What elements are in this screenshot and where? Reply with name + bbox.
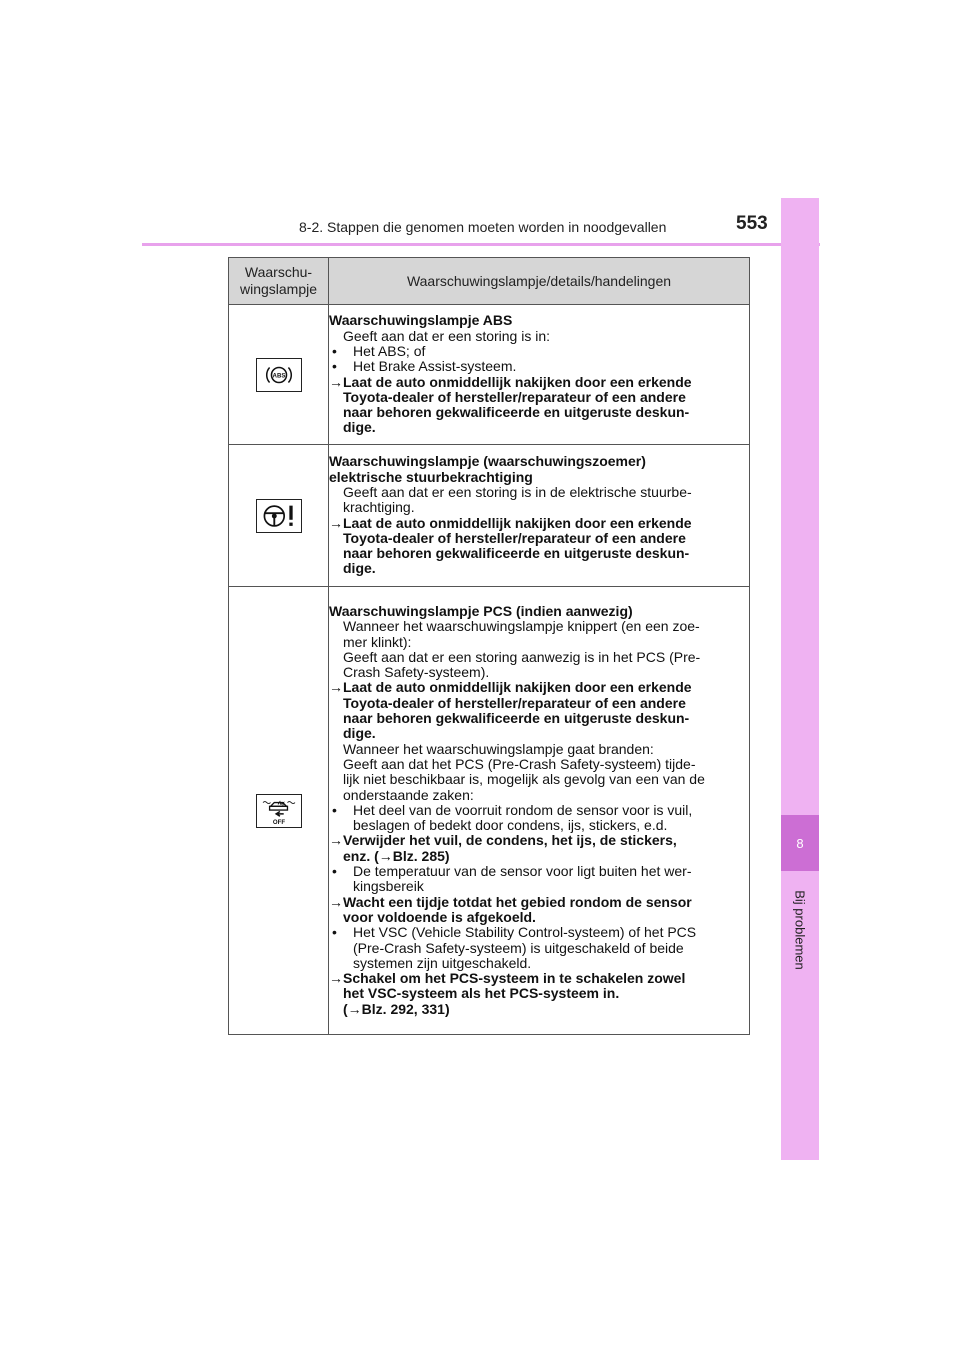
action-instruction: [329, 971, 749, 1017]
page-reference-link[interactable]: Blz. 292, 331): [361, 1000, 450, 1017]
bullet-text: (Pre-Crash Safety-systeem) is uitgeschakeld of beide: [353, 939, 684, 956]
action-instruction: [329, 895, 749, 926]
icon-cell: [229, 445, 329, 587]
table-row: [229, 305, 750, 445]
table-header-row: [229, 258, 750, 305]
bullet-text: Het ABS; of: [353, 342, 426, 359]
paragraph-line: Geeft aan dat het PCS (Pre-Crash Safety-systeem) tijde-: [343, 755, 696, 772]
bullet-text: systemen zijn uitgeschakeld.: [353, 954, 532, 971]
paragraph-line: Crash Safety-systeem).: [343, 664, 490, 681]
action-line: Laat de auto onmiddellijk nakijken door een erkende: [343, 679, 692, 696]
bullet: •: [332, 924, 337, 941]
paragraph-line: Wanneer het waarschuwingslampje knippert (en een zoe-: [343, 618, 700, 635]
icon-cell: [229, 587, 329, 1035]
lamp-title: Waarschuwingslampje ABS: [329, 312, 513, 329]
arrow-icon: →: [329, 970, 343, 987]
lamp-title: Waarschuwingslampje PCS (indien aanwezig): [329, 602, 633, 619]
action-line: [343, 849, 749, 864]
action-line: Wacht een tijdje totdat het gebied rondom de sensor: [343, 893, 692, 910]
chapter-number: 8: [781, 815, 819, 871]
chapter-side-tab: [781, 198, 819, 1160]
action-line: Toyota-dealer of hersteller/reparateur of een andere: [343, 694, 686, 711]
list-item: [329, 344, 749, 359]
details-cell: [329, 587, 750, 1035]
intro-text: krachtiging.: [343, 499, 415, 516]
col-header-details: Waarschuwingslampje/details/handelingen: [329, 258, 750, 305]
bullet: •: [332, 358, 337, 375]
paragraph-line: mer klinkt):: [343, 633, 412, 650]
bullet-text: kingsbereik: [353, 878, 424, 895]
arrow-icon: →: [347, 1000, 362, 1017]
bullet-text: Het deel van de voorruit rondom de sensor voor is vuil,: [353, 801, 693, 818]
pcs-off-label: OFF: [272, 818, 285, 826]
lamp-title: elektrische stuurbekrachtiging: [329, 468, 533, 485]
action-line: dige.: [343, 560, 376, 577]
action-line: [343, 1002, 749, 1017]
action-line: voor voldoende is afgekoeld.: [343, 908, 536, 925]
col-header-lamp-text: Waarschu- wingslampje: [239, 264, 318, 297]
bullet: •: [332, 342, 337, 359]
action-line: Toyota-dealer of hersteller/reparateur of een andere: [343, 529, 686, 546]
arrow-icon: →: [329, 514, 343, 531]
action-text: (: [343, 1000, 348, 1017]
action-text: enz. (: [343, 847, 379, 864]
action-instruction: [329, 516, 749, 577]
action-line: dige.: [343, 725, 376, 742]
abs-warning-icon: [256, 358, 302, 392]
warning-lights-table: [228, 257, 750, 1035]
table-row: [229, 587, 750, 1035]
paragraph-line: onderstaande zaken:: [343, 786, 474, 803]
action-instruction: [329, 833, 749, 864]
bullet-text: De temperatuur van de sensor voor ligt buiten het wer-: [353, 863, 692, 880]
chapter-label: Bij problemen: [792, 890, 808, 970]
section-title: 8-2. Stappen die genomen moeten worden in noodgevallen: [299, 219, 667, 235]
bullet-text: Het VSC (Vehicle Stability Control-systeem) of het PCS: [353, 924, 697, 941]
paragraph-line: Wanneer het waarschuwingslampje gaat branden:: [343, 740, 654, 757]
bullet: •: [332, 801, 337, 818]
paragraph-line: Geeft aan dat er een storing aanwezig is in het PCS (Pre-: [343, 648, 701, 665]
action-line: naar behoren gekwalificeerde en uitgeruste deskun-: [343, 710, 690, 727]
list-item: [329, 359, 749, 374]
list-item: [329, 925, 749, 971]
paragraph-line: lijk niet beschikbaar is, mogelijk als gevolg van een van de: [343, 771, 705, 788]
action-line: naar behoren gekwalificeerde en uitgeruste deskun-: [343, 545, 690, 562]
arrow-icon: →: [329, 832, 343, 849]
pcs-off-warning-icon: [256, 794, 302, 828]
list-item: [329, 803, 749, 834]
intro-text: Geeft aan dat er een storing is in de elektrische stuurbe-: [343, 483, 692, 500]
arrow-icon: →: [329, 373, 343, 390]
action-instruction: [329, 680, 749, 741]
action-line: het VSC-systeem als het PCS-systeem in.: [343, 985, 620, 1002]
action-line: Schakel om het PCS-systeem in te schakelen zowel: [343, 970, 686, 987]
action-line: Laat de auto onmiddellijk nakijken door een erkende: [343, 514, 692, 531]
table-row: [229, 445, 750, 587]
action-line: dige.: [343, 419, 376, 436]
svg-text:ABS: ABS: [272, 371, 285, 379]
details-cell: [329, 305, 750, 445]
arrow-icon: →: [329, 893, 343, 910]
icon-cell: [229, 305, 329, 445]
bullet: •: [332, 863, 337, 880]
col-header-lamp: [229, 258, 329, 305]
page-number: 553: [736, 213, 768, 234]
lamp-title: Waarschuwingslampje (waarschuwingszoemer): [329, 453, 646, 470]
arrow-icon: →: [329, 679, 343, 696]
action-line: Verwijder het vuil, de condens, het ijs, de stickers,: [343, 832, 677, 849]
bullet-text: beslagen of bedekt door condens, ijs, stickers, e.d.: [353, 817, 668, 834]
arrow-icon: →: [378, 847, 393, 864]
list-item: [329, 864, 749, 895]
power-steering-warning-icon: [256, 499, 302, 533]
header-divider: [142, 243, 820, 246]
bullet-text: Het Brake Assist-systeem.: [353, 358, 517, 375]
page-reference-link[interactable]: Blz. 285): [392, 847, 450, 864]
action-instruction: [329, 375, 749, 436]
details-cell: [329, 445, 750, 587]
action-line: Toyota-dealer of hersteller/reparateur of een andere: [343, 388, 686, 405]
intro-text: Geeft aan dat er een storing is in:: [343, 327, 551, 344]
action-line: Laat de auto onmiddellijk nakijken door een erkende: [343, 373, 692, 390]
action-line: naar behoren gekwalificeerde en uitgeruste deskun-: [343, 404, 690, 421]
